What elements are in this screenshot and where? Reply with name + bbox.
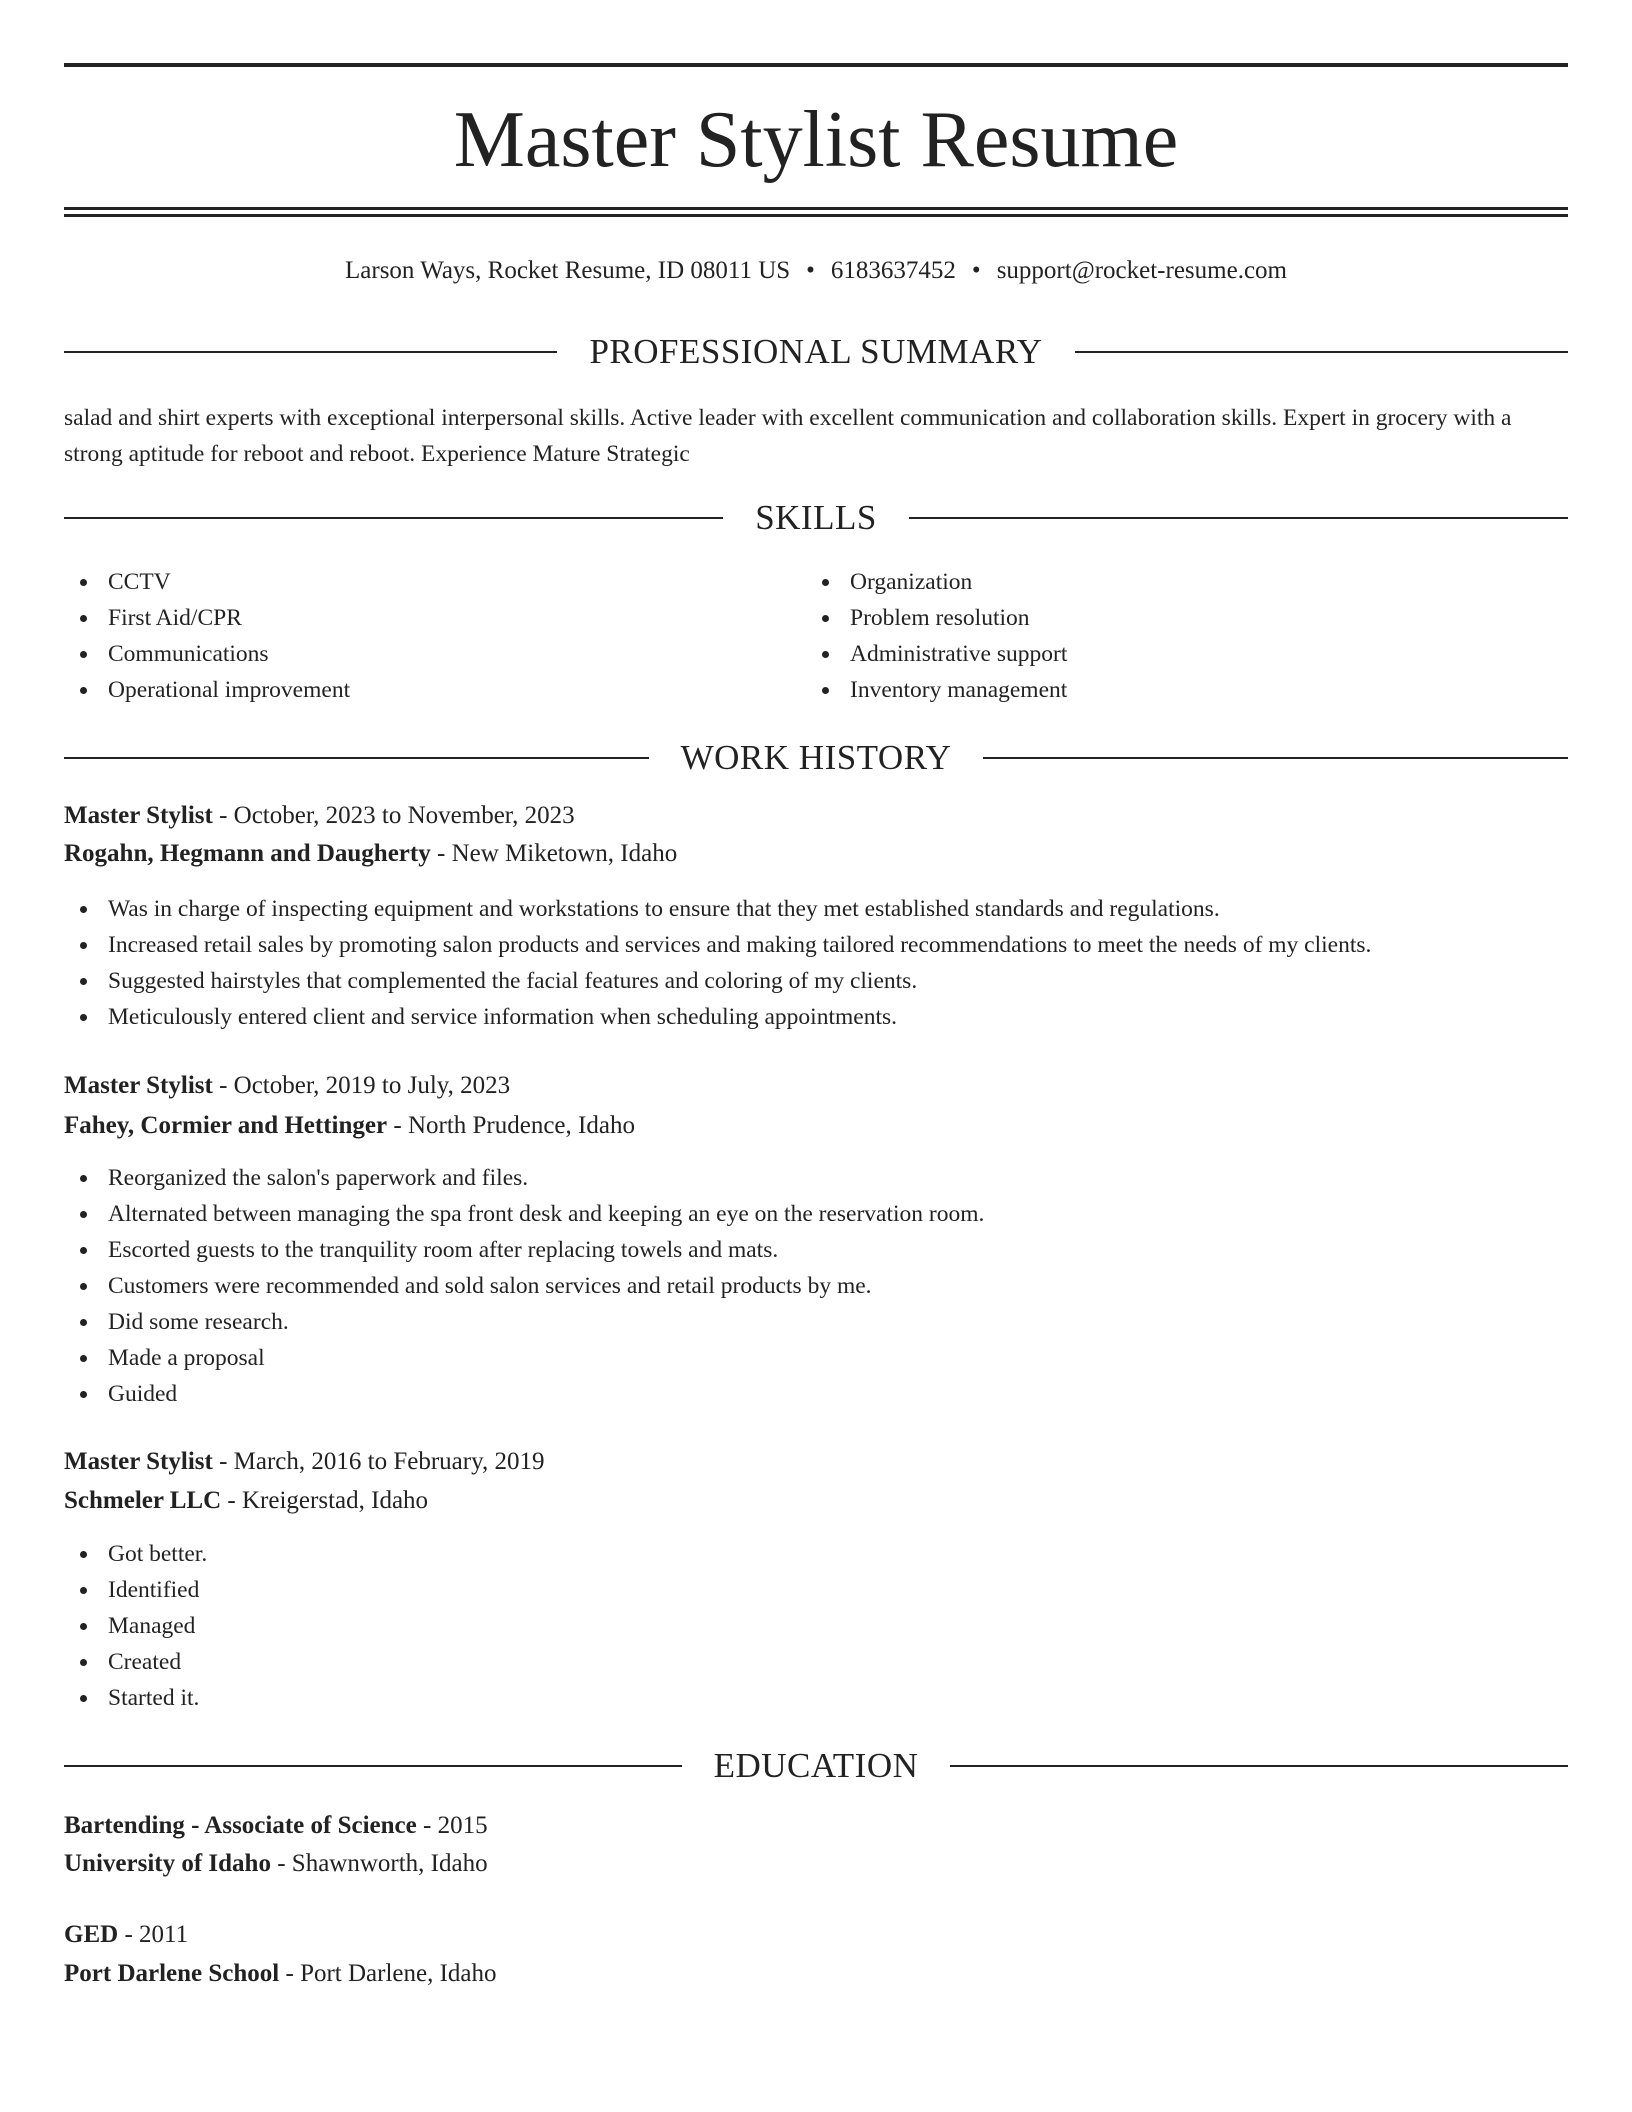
job-title-line: Master Stylist - October, 2023 to November, 2023 [64,802,575,829]
skills-list-right [806,564,1546,708]
skill-item: First Aid/CPR [64,600,804,636]
section-header-work [64,738,1568,778]
job-bullet: Customers were recommended and sold salon services and retail products by me. [64,1268,1568,1304]
education-degree: GED [64,1921,119,1948]
job-title: Master Stylist [64,802,213,829]
contact-separator: • [806,257,815,284]
summary-text: salad and shirt experts with exceptional interpersonal skills. Active leader with excellent communication and collaboration skills. Expert in grocery with a strong aptitude for reboot and reboot. Experience Mature Strategic [64,405,1512,467]
page-title: Master Stylist Resume [453,96,1179,184]
education-degree: Bartending - Associate of Science [64,1812,417,1839]
job-title: Master Stylist [64,1072,213,1099]
skill-item: Inventory management [806,672,1546,708]
job-company-line: Rogahn, Hegmann and Daugherty - New Miketown, Idaho [64,840,678,867]
section-title-summary: PROFESSIONAL SUMMARY [589,332,1043,371]
section-header-education [64,1746,1568,1786]
section-title-work: WORK HISTORY [680,738,952,777]
skill-item: Organization [806,564,1546,600]
job-bullet: Reorganized the salon's paperwork and files. [64,1160,1568,1196]
job-title-line: Master Stylist - October, 2019 to July, 2023 [64,1072,511,1099]
education-school: Port Darlene School [64,1960,280,1987]
job-bullet: Started it. [64,1680,1568,1716]
job-location: New Miketown, Idaho [451,840,678,867]
job-dates: October, 2019 to July, 2023 [233,1072,511,1099]
job-bullet: Meticulously entered client and service information when scheduling appointments. [64,999,1568,1035]
job-bullets [64,1536,1568,1716]
job-dates: March, 2016 to February, 2019 [233,1448,545,1475]
divider-line [64,757,649,759]
skill-item: Operational improvement [64,672,804,708]
job-bullet: Did some research. [64,1304,1568,1340]
contact-address: Larson Ways, Rocket Resume, ID 08011 US [345,257,791,284]
education-year: 2015 [437,1812,488,1839]
education-location: Port Darlene, Idaho [300,1960,497,1987]
job-company: Rogahn, Hegmann and Daugherty [64,840,431,867]
job-company-line: Fahey, Cormier and Hettinger - North Prudence, Idaho [64,1112,635,1139]
divider-line [983,757,1568,759]
skill-item: Administrative support [806,636,1546,672]
education-school: University of Idaho [64,1850,271,1877]
job-company-line: Schmeler LLC - Kreigerstad, Idaho [64,1487,429,1514]
job-bullet: Alternated between managing the spa front desk and keeping an eye on the reservation room. [64,1196,1568,1232]
contact-email: support@rocket-resume.com [996,257,1287,284]
skill-item: Communications [64,636,804,672]
section-header-skills [64,498,1568,538]
divider-line [909,517,1568,519]
divider-line [1075,351,1568,353]
job-bullet: Was in charge of inspecting equipment and workstations to ensure that they met established standards and regulations. [64,891,1568,927]
job-location: North Prudence, Idaho [407,1112,635,1139]
contact-line [64,255,1568,287]
skill-item: CCTV [64,564,804,600]
divider-line [64,351,557,353]
job-bullet: Managed [64,1608,1568,1644]
job-bullet: Escorted guests to the tranquility room after replacing towels and mats. [64,1232,1568,1268]
job-dates: October, 2023 to November, 2023 [233,802,575,829]
job-company: Schmeler LLC [64,1487,222,1514]
job-bullet: Got better. [64,1536,1568,1572]
education-degree-line: Bartending - Associate of Science - 2015 [64,1812,488,1839]
education-year: 2011 [139,1921,189,1948]
job-bullet: Increased retail sales by promoting salon products and services and making tailored recommendations to meet the needs of my clients. [64,927,1568,963]
education-degree-line: GED - 2011 [64,1921,189,1948]
job-bullet: Suggested hairstyles that complemented the facial features and coloring of my clients. [64,963,1568,999]
divider-line [64,517,723,519]
education-school-line: Port Darlene School - Port Darlene, Idaho [64,1960,497,1987]
job-bullets [64,891,1568,1035]
divider-line [950,1765,1568,1767]
job-location: Kreigerstad, Idaho [242,1487,429,1514]
skill-item: Problem resolution [806,600,1546,636]
section-header-summary [64,332,1568,372]
section-title-skills: SKILLS [755,498,877,537]
education-location: Shawnworth, Idaho [291,1850,488,1877]
contact-separator: • [971,257,981,284]
title-double-rule [64,207,1568,217]
job-title: Master Stylist [64,1448,213,1475]
contact-phone: 6183637452 [830,257,956,284]
skills-list-left [64,564,804,708]
education-school-line: University of Idaho - Shawnworth, Idaho [64,1850,488,1877]
job-bullet: Identified [64,1572,1568,1608]
section-title-education: EDUCATION [713,1746,919,1785]
job-title-line: Master Stylist - March, 2016 to February, 2019 [64,1448,545,1475]
job-bullets [64,1160,1568,1412]
top-rule [64,63,1568,67]
job-bullet: Made a proposal [64,1340,1568,1376]
job-company: Fahey, Cormier and Hettinger [64,1112,388,1139]
job-bullet: Guided [64,1376,1568,1412]
divider-line [64,1765,682,1767]
job-bullet: Created [64,1644,1568,1680]
